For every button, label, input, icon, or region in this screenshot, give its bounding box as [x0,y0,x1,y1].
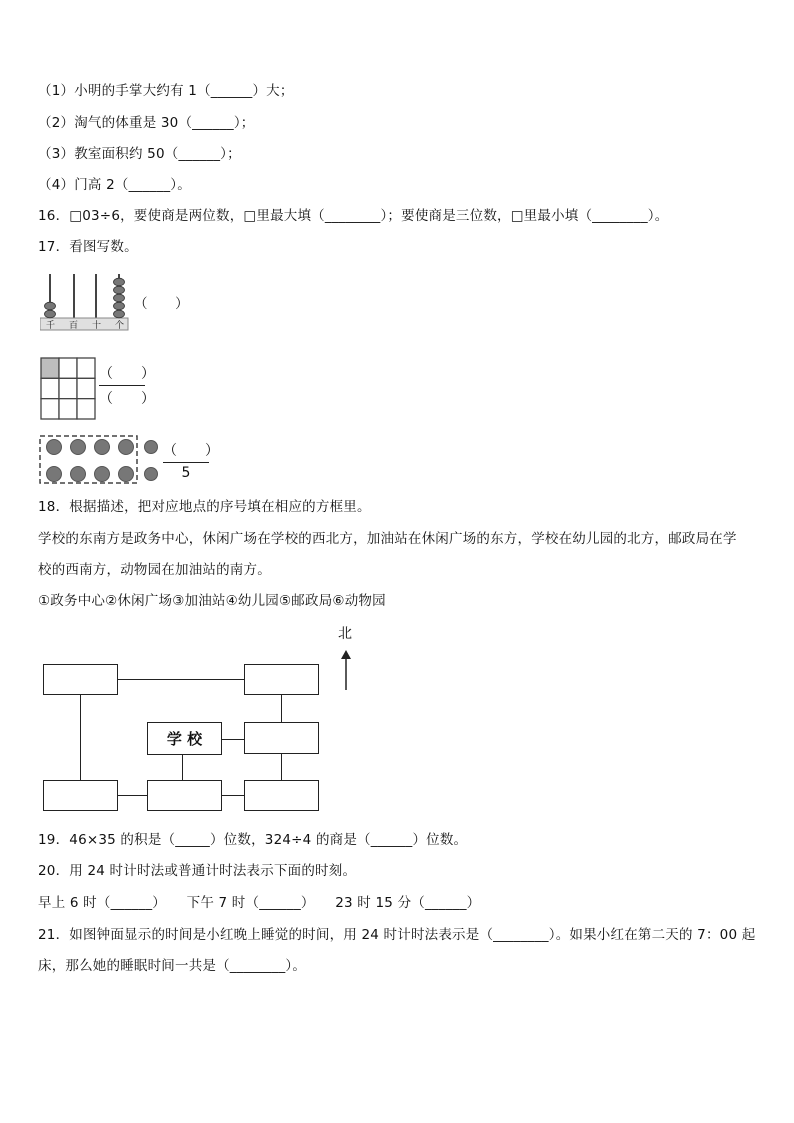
grid-cell [59,399,77,419]
abacus-label-ones: 个 [115,321,125,331]
abacus-bead [114,302,125,310]
dot [47,440,62,455]
map-box-bottom-right[interactable] [244,780,319,811]
dot [71,467,86,482]
grid-drawing [40,357,96,420]
grid-numerator: （ ） [99,366,155,382]
q15-4: （4）门高 2（______）。 [38,177,191,193]
abacus-bead [114,310,125,318]
north-label: 北 [338,626,352,642]
dot [95,467,110,482]
q18-description-line1: 学校的东南方是政务中心，休闲广场在学校的西北方，加油站在休闲广场的东方，学校在幼儿园的北方，邮政局在学 [38,531,737,547]
abacus-bead [114,278,125,286]
dot [71,440,86,455]
dots-denominator: 5 [181,465,191,481]
abacus-label-tens: 十 [92,321,102,331]
q17: 17．看图写数。 [38,239,138,255]
map-box-top-right[interactable] [244,664,319,695]
abacus-bead [114,286,125,294]
map-box-bottom-left[interactable] [43,780,118,811]
abacus-label-hundreds: 百 [69,321,79,331]
q18-description-line2: 校的西南方，动物园在加油站的南方。 [38,562,271,578]
map-box-bottom-middle[interactable] [147,780,222,811]
grid-denominator: （ ） [99,391,155,407]
dots-numerator: （ ） [163,443,219,459]
grid-cell [41,399,59,419]
grid-fraction-bar [99,385,145,386]
map-connector [281,695,282,722]
abacus-answer: （ ） [134,296,189,312]
grid-cell-shaded [41,358,59,378]
q15-3: （3）教室面积约 50（______）； [38,146,241,162]
abacus-label-thousands: 千 [46,321,56,331]
dots-fraction-bar [163,462,209,463]
dot [95,440,110,455]
dots-figure [38,434,163,486]
q19: 19．46×35 的积是（_____）位数，324÷4 的商是（______）位数。 [38,832,468,848]
location-map [0,620,794,820]
map-box-top-left[interactable] [43,664,118,695]
dot [119,467,134,482]
grid-cell [77,358,95,378]
map-box-middle-right[interactable] [244,722,319,754]
grid-cell [77,378,95,398]
map-connector [221,795,244,796]
abacus-bead [45,310,56,318]
q20-items: 早上 6 时（______） 下午 7 时（______） 23 时 15 分（______） [38,895,481,911]
q18: 18．根据描述，把对应地点的序号填在相应的方框里。 [38,499,371,515]
q21-line1: 21．如图钟面显示的时间是小红晚上睡觉的时间，用 24 时计时法表示是（________）。如果小红在第二天的 7：00 起 [38,927,756,943]
q18-options: ①政务中心②休闲广场③加油站④幼儿园⑤邮政局⑥动物园 [38,593,386,609]
dot-extra [145,468,158,481]
dots-fraction [163,440,219,481]
dots-drawing [38,434,163,486]
map-connector [221,739,244,740]
grid-cell [77,399,95,419]
north-arrow-icon [338,650,354,692]
dot [47,467,62,482]
q16: 16．□03÷6，要使商是两位数，□里最大填（________）；要使商是三位数，□里最小填（________）。 [38,208,669,224]
abacus-bead [45,302,56,310]
dot-extra [145,441,158,454]
map-connector [117,679,244,680]
grid-figure [40,357,96,420]
q15-2: （2）淘气的体重是 30（______）； [38,115,255,131]
grid-cell [59,358,77,378]
map-connector [182,755,183,781]
map-connector [117,795,147,796]
grid-fraction [99,363,155,408]
grid-cell [41,378,59,398]
q15-1: （1）小明的手掌大约有 1（______）大； [38,83,294,99]
school-box [147,722,222,755]
q21-line2: 床，那么她的睡眠时间一共是（________）。 [38,958,307,974]
map-connector [281,753,282,781]
grid-cell [59,378,77,398]
q20: 20．用 24 时计时法或普通计时法表示下面的时刻。 [38,863,357,879]
school-label: 学 校 [166,730,203,748]
abacus-bead [114,294,125,302]
dot [119,440,134,455]
